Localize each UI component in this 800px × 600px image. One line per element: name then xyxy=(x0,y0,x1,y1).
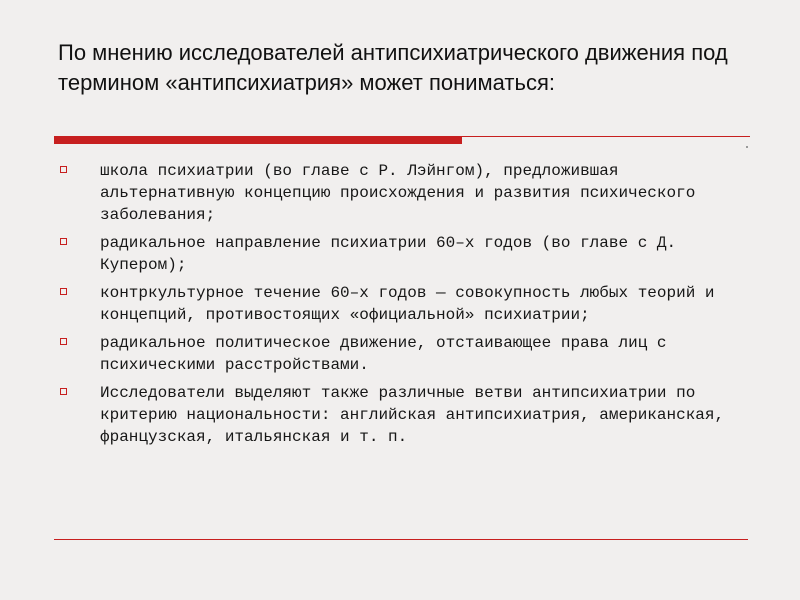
bullet-item-3 xyxy=(58,282,758,326)
square-bullet-icon xyxy=(60,338,67,345)
square-bullet-icon xyxy=(60,166,67,173)
bullet-list xyxy=(58,160,758,454)
bullet-item-4 xyxy=(58,332,758,376)
square-bullet-icon xyxy=(60,388,67,395)
square-bullet-icon xyxy=(60,238,67,245)
bullet-text: школа психиатрии (во главе с Р. Лэйнгом), предложившая альтернативную концепцию происхождения и развития психического заболевания; xyxy=(100,162,696,224)
bullet-text: радикальное политическое движение, отстаивающее права лиц с психическими расстройствами. xyxy=(100,334,667,374)
bottom-rule xyxy=(54,539,748,540)
square-bullet-icon xyxy=(60,288,67,295)
bullet-text: Исследователи выделяют также различные ветви антипсихиатрии по критерию национальности: английская антипсихиатрия, американская, французская, итальянская и т. п. xyxy=(100,384,725,446)
bullet-item-1 xyxy=(58,160,758,226)
decorative-dot xyxy=(746,146,748,148)
bullet-text: контркультурное течение 60–х годов — совокупность любых теорий и концепций, противостоящих «официальной» психиатрии; xyxy=(100,284,715,324)
slide-title: По мнению исследователей антипсихиатрического движения под термином «антипсихиатрия» может пониматься: xyxy=(58,40,728,95)
bullet-item-5 xyxy=(58,382,758,448)
bullet-text: радикальное направление психиатрии 60–х годов (во главе с Д. Купером); xyxy=(100,234,677,274)
bullet-item-2 xyxy=(58,232,758,276)
title-underline-thick xyxy=(54,137,462,144)
